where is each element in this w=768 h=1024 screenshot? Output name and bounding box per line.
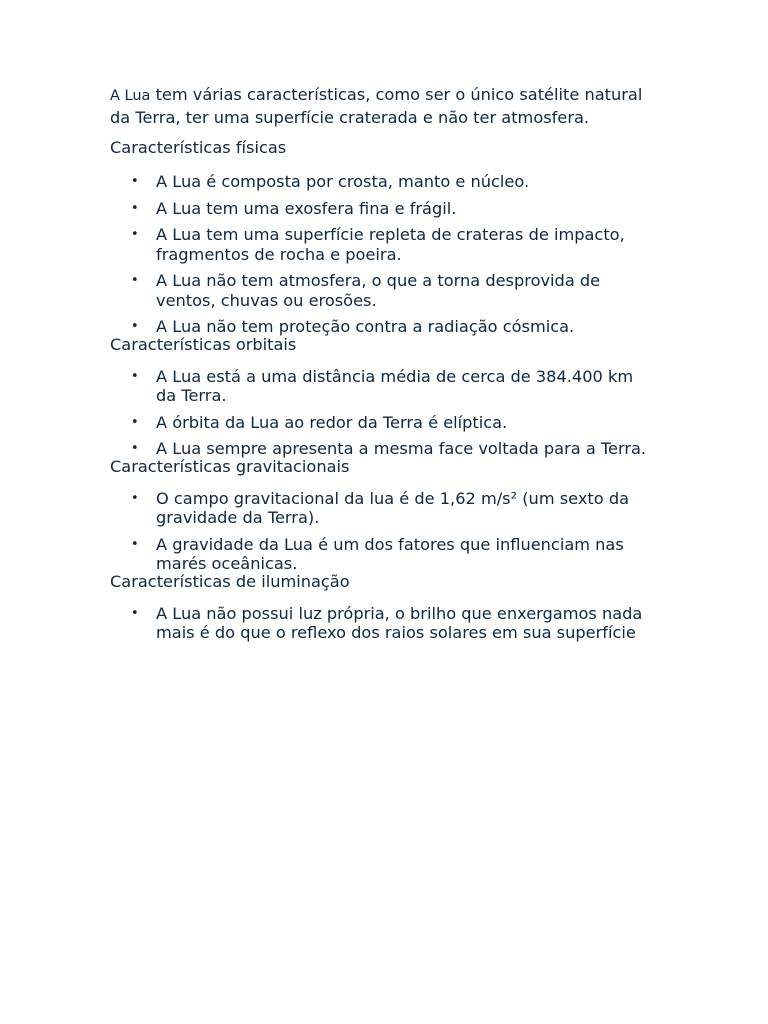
bullet-icon: • <box>131 368 139 384</box>
list-item <box>110 199 650 219</box>
intro-paragraph <box>110 84 650 129</box>
list-item-text: A gravidade da Lua é um dos fatores que influenciam nas marés oceânicas. <box>156 534 624 573</box>
bullet-icon: • <box>131 200 139 216</box>
bullet-list <box>110 489 650 574</box>
bullet-icon: • <box>131 490 139 506</box>
list-item-text: A Lua sempre apresenta a mesma face voltada para a Terra. <box>156 439 647 458</box>
section-physical <box>110 137 650 337</box>
list-item-text: A Lua não possui luz própria, o brilho que enxergamos nada mais é do que o reflexo dos raios solares em sua superfície <box>156 603 643 642</box>
bullet-icon: • <box>131 414 139 430</box>
list-item <box>110 535 650 574</box>
bullet-icon: • <box>131 536 139 552</box>
list-item-text: A Lua não tem atmosfera, o que a torna desprovida de ventos, chuvas ou erosões. <box>156 271 601 310</box>
document-page <box>110 84 650 643</box>
bullet-list <box>110 604 650 643</box>
bullet-icon: • <box>131 319 139 334</box>
list-item <box>110 271 650 310</box>
section-heading: Características físicas <box>110 138 287 157</box>
list-item-text: A Lua é composta por crosta, manto e núcleo. <box>156 172 530 191</box>
list-item <box>110 413 650 433</box>
section-orbital <box>110 334 650 459</box>
bullet-icon: • <box>131 273 139 288</box>
list-item-text: A Lua tem uma exosfera fina e frágil. <box>156 198 457 218</box>
bullet-icon: • <box>131 174 139 189</box>
section-heading: Características orbitais <box>110 334 297 354</box>
intro-text: tem várias características, como ser o único satélite natural da Terra, ter uma superfície craterada e não ter atmosfera. <box>110 85 643 127</box>
list-item <box>110 172 650 192</box>
bullet-list <box>110 367 650 459</box>
list-item <box>110 439 650 459</box>
list-item-text: A órbita da Lua ao redor da Terra é elíptica. <box>156 412 508 432</box>
section-illumination <box>110 571 650 643</box>
section-gravitational <box>110 456 650 574</box>
bullet-icon: • <box>131 227 139 242</box>
list-item-text: O campo gravitacional da lua é de 1,62 m/s² (um sexto da gravidade da Terra). <box>156 488 630 527</box>
bullet-list <box>110 172 650 337</box>
list-item-text: A Lua não tem proteção contra a radiação cósmica. <box>156 317 575 336</box>
section-heading: Características de iluminação <box>110 571 350 591</box>
intro-lead: A Lua <box>110 88 151 104</box>
list-item <box>110 604 650 643</box>
list-item-text: A Lua tem uma superfície repleta de crateras de impacto, fragmentos de rocha e poeira. <box>156 225 625 264</box>
list-item-text: A Lua está a uma distância média de cerca de 384.400 km da Terra. <box>156 366 634 405</box>
list-item <box>110 225 650 264</box>
bullet-icon: • <box>131 605 139 621</box>
list-item <box>110 489 650 528</box>
list-item <box>110 367 650 406</box>
list-item <box>110 317 650 337</box>
section-heading: Características gravitacionais <box>110 456 350 476</box>
bullet-icon: • <box>131 441 139 456</box>
